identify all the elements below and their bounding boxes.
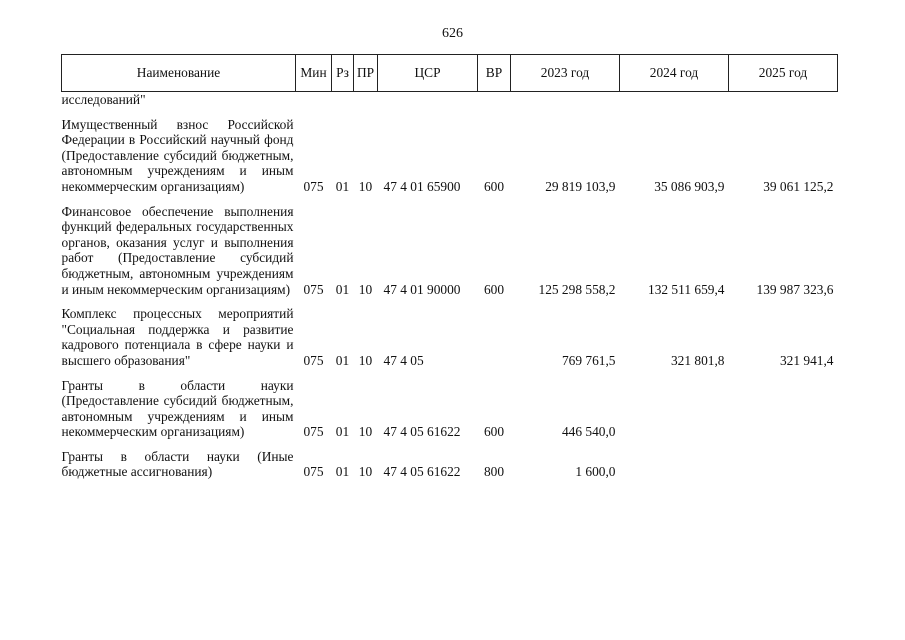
table-row — [62, 378, 838, 440]
row-min — [296, 92, 332, 108]
row-2025: 321 941,4 — [779, 352, 834, 368]
row-2025: 139 987 323,6 — [756, 281, 834, 297]
header-csr: ЦСР — [378, 55, 478, 92]
row-pr: 10 — [358, 464, 373, 480]
row-rz: 01 — [335, 281, 350, 297]
row-2023: 125 298 558,2 — [538, 281, 616, 297]
row-name: Финансовое обеспечение выполнения функций федеральных государственных органов, оказания услуг и выполнения работ (Предоставление субсидий бюджетным, автономным учреждениям и иным некоммерческим организациям) — [61, 203, 294, 297]
row-csr: 47 4 05 61622 — [383, 424, 461, 440]
row-gap — [62, 195, 838, 204]
row-gap — [62, 440, 838, 449]
header-name: Наименование — [62, 55, 296, 92]
row-2023 — [511, 92, 620, 108]
row-vr — [478, 92, 511, 108]
row-rz — [332, 92, 354, 108]
row-2024: 321 801,8 — [670, 352, 725, 368]
row-name: Гранты в области науки (Иные бюджетные ассигнования) — [61, 448, 294, 480]
row-rz: 01 — [335, 178, 350, 194]
table-row — [62, 306, 838, 368]
header-min: Мин — [296, 55, 332, 92]
row-2024 — [620, 378, 729, 440]
header-pr: ПР — [354, 55, 378, 92]
row-vr: 600 — [483, 424, 505, 440]
row-name: Комплекс процессных мероприятий "Социальная поддержка и развитие кадрового потенциала в сфере науки и высшего образования" — [61, 306, 294, 368]
table-header — [62, 55, 838, 92]
row-pr — [354, 92, 378, 108]
row-pr: 10 — [358, 178, 373, 194]
row-2024: 35 086 903,9 — [654, 178, 725, 194]
header-2025: 2025 год — [729, 55, 838, 92]
row-min: 075 — [303, 352, 324, 368]
header-rz: Рз — [332, 55, 354, 92]
row-csr: 47 4 01 90000 — [383, 281, 461, 297]
row-csr — [378, 92, 478, 108]
row-gap — [62, 297, 838, 306]
row-csr: 47 4 01 65900 — [383, 178, 461, 194]
row-min: 075 — [303, 281, 324, 297]
header-vr: ВР — [478, 55, 511, 92]
row-2025: 39 061 125,2 — [763, 178, 834, 194]
row-pr: 10 — [358, 352, 373, 368]
row-min: 075 — [303, 178, 324, 194]
row-vr: 600 — [483, 178, 505, 194]
header-row — [62, 55, 838, 92]
row-name: исследований" — [61, 92, 146, 107]
row-rz: 01 — [335, 464, 350, 480]
row-gap — [62, 108, 838, 117]
table-body — [62, 92, 838, 481]
row-2025 — [729, 449, 838, 480]
budget-table — [61, 54, 838, 480]
row-csr: 47 4 05 61622 — [383, 464, 461, 480]
row-2023: 29 819 103,9 — [545, 178, 616, 194]
header-2023: 2023 год — [511, 55, 620, 92]
table-row — [62, 449, 838, 480]
row-2024 — [620, 449, 729, 480]
row-min: 075 — [303, 424, 324, 440]
row-csr: 47 4 05 — [383, 352, 424, 368]
row-2023: 769 761,5 — [561, 352, 616, 368]
row-gap — [62, 369, 838, 378]
table-row — [62, 117, 838, 195]
row-pr: 10 — [358, 281, 373, 297]
table-row — [62, 92, 838, 108]
row-2024 — [620, 92, 729, 108]
row-name: Гранты в области науки (Предоставление субсидий бюджетным, автономным учреждениям и иным некоммерческим организациям) — [61, 377, 294, 440]
row-2024: 132 511 659,4 — [648, 281, 725, 297]
table-row — [62, 204, 838, 298]
row-vr: 800 — [483, 464, 505, 480]
row-rz: 01 — [335, 352, 350, 368]
row-2023: 1 600,0 — [575, 464, 616, 480]
row-min: 075 — [303, 464, 324, 480]
header-2024: 2024 год — [620, 55, 729, 92]
row-2023: 446 540,0 — [561, 424, 616, 440]
page-number: 626 — [442, 26, 463, 41]
row-vr: 600 — [483, 281, 505, 297]
row-2025 — [729, 378, 838, 440]
row-rz: 01 — [335, 424, 350, 440]
row-vr — [478, 306, 511, 368]
row-2025 — [729, 92, 838, 108]
row-pr: 10 — [358, 424, 373, 440]
row-name: Имущественный взнос Российской Федерации в Российский научный фонд (Предоставление субсидий бюджетным, автономным учреждениям и иным некоммерческим организациям) — [61, 116, 294, 194]
